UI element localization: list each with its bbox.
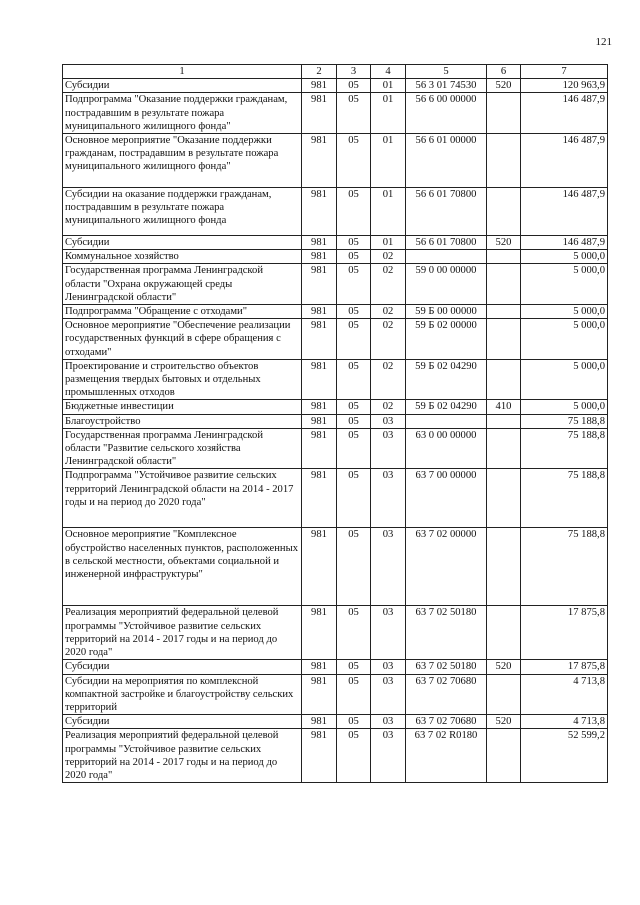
row-col-4: 02 bbox=[371, 305, 406, 319]
row-name: Субсидии на мероприятия по комплексной компактной застройке и благоустройству сельских территорий bbox=[63, 674, 302, 715]
row-col-4: 03 bbox=[371, 715, 406, 729]
column-header: 7 bbox=[521, 65, 608, 79]
budget-table bbox=[62, 64, 608, 783]
column-header: 6 bbox=[487, 65, 521, 79]
row-col-4: 03 bbox=[371, 414, 406, 428]
table-row bbox=[63, 79, 608, 93]
row-name: Реализация мероприятий федеральной целевой программы "Устойчивое развитие сельских территорий на 2014 - 2017 годы и на период до 2020 года" bbox=[63, 729, 302, 783]
row-col-6 bbox=[487, 134, 521, 188]
row-name: Коммунальное хозяйство bbox=[63, 250, 302, 264]
row-col-2: 981 bbox=[302, 93, 337, 134]
row-col-5: 63 7 02 70680 bbox=[406, 674, 487, 715]
row-col-3: 05 bbox=[337, 428, 371, 469]
row-amount: 146 487,9 bbox=[521, 134, 608, 188]
row-col-3: 05 bbox=[337, 606, 371, 660]
row-col-6 bbox=[487, 469, 521, 528]
row-amount: 75 188,8 bbox=[521, 428, 608, 469]
row-col-6 bbox=[487, 606, 521, 660]
column-header: 1 bbox=[63, 65, 302, 79]
row-amount: 75 188,8 bbox=[521, 414, 608, 428]
row-amount: 75 188,8 bbox=[521, 469, 608, 528]
row-col-3: 05 bbox=[337, 660, 371, 674]
row-col-5: 59 Б 02 04290 bbox=[406, 400, 487, 414]
row-name: Субсидии bbox=[63, 236, 302, 250]
row-amount: 5 000,0 bbox=[521, 319, 608, 360]
row-col-4: 03 bbox=[371, 606, 406, 660]
row-name: Субсидии bbox=[63, 715, 302, 729]
table-row bbox=[63, 528, 608, 606]
row-amount: 146 487,9 bbox=[521, 93, 608, 134]
row-col-6 bbox=[487, 414, 521, 428]
table-row bbox=[63, 660, 608, 674]
row-col-3: 05 bbox=[337, 528, 371, 606]
row-name: Субсидии bbox=[63, 660, 302, 674]
table-row bbox=[63, 729, 608, 783]
row-amount: 17 875,8 bbox=[521, 606, 608, 660]
row-col-2: 981 bbox=[302, 428, 337, 469]
row-amount: 17 875,8 bbox=[521, 660, 608, 674]
row-name: Подпрограмма "Обращение с отходами" bbox=[63, 305, 302, 319]
row-col-3: 05 bbox=[337, 319, 371, 360]
row-col-6 bbox=[487, 250, 521, 264]
column-header: 4 bbox=[371, 65, 406, 79]
row-col-2: 981 bbox=[302, 729, 337, 783]
row-col-5: 63 7 02 50180 bbox=[406, 660, 487, 674]
table-row bbox=[63, 400, 608, 414]
row-name: Субсидии на оказание поддержки гражданам, пострадавшим в результате пожара муниципального жилищного фонда bbox=[63, 188, 302, 236]
row-col-3: 05 bbox=[337, 305, 371, 319]
row-col-3: 05 bbox=[337, 236, 371, 250]
row-name: Основное мероприятие "Оказание поддержки гражданам, пострадавшим в результате пожара муниципального жилищного фонда" bbox=[63, 134, 302, 188]
row-col-4: 02 bbox=[371, 264, 406, 305]
row-col-3: 05 bbox=[337, 188, 371, 236]
row-col-3: 05 bbox=[337, 400, 371, 414]
row-col-5: 63 7 02 70680 bbox=[406, 715, 487, 729]
row-col-2: 981 bbox=[302, 134, 337, 188]
row-col-6 bbox=[487, 674, 521, 715]
row-col-5 bbox=[406, 414, 487, 428]
row-col-2: 981 bbox=[302, 715, 337, 729]
table-row bbox=[63, 674, 608, 715]
row-col-2: 981 bbox=[302, 188, 337, 236]
row-col-5 bbox=[406, 250, 487, 264]
row-col-4: 01 bbox=[371, 79, 406, 93]
row-col-6 bbox=[487, 729, 521, 783]
row-col-4: 01 bbox=[371, 236, 406, 250]
row-col-4: 01 bbox=[371, 134, 406, 188]
row-name: Реализация мероприятий федеральной целевой программы "Устойчивое развитие сельских территорий на 2014 - 2017 годы и на период до 2020 года" bbox=[63, 606, 302, 660]
row-amount: 120 963,9 bbox=[521, 79, 608, 93]
row-col-6 bbox=[487, 359, 521, 400]
row-amount: 52 599,2 bbox=[521, 729, 608, 783]
header-row bbox=[63, 65, 608, 79]
row-col-4: 02 bbox=[371, 250, 406, 264]
page-number: 121 bbox=[595, 36, 612, 48]
row-col-5: 59 Б 00 00000 bbox=[406, 305, 487, 319]
row-amount: 5 000,0 bbox=[521, 250, 608, 264]
row-col-6: 410 bbox=[487, 400, 521, 414]
table-row bbox=[63, 134, 608, 188]
row-col-3: 05 bbox=[337, 250, 371, 264]
row-col-5: 59 Б 02 04290 bbox=[406, 359, 487, 400]
row-name: Бюджетные инвестиции bbox=[63, 400, 302, 414]
row-amount: 146 487,9 bbox=[521, 236, 608, 250]
row-col-5: 63 7 02 R0180 bbox=[406, 729, 487, 783]
row-amount: 4 713,8 bbox=[521, 715, 608, 729]
row-col-3: 05 bbox=[337, 414, 371, 428]
row-col-2: 981 bbox=[302, 606, 337, 660]
row-col-6: 520 bbox=[487, 79, 521, 93]
row-col-4: 03 bbox=[371, 428, 406, 469]
table-row bbox=[63, 428, 608, 469]
row-name: Основное мероприятие "Комплексное обустройство населенных пунктов, расположенных в сельской местности, объектами социальной и инженерной инфраструктуры" bbox=[63, 528, 302, 606]
row-col-3: 05 bbox=[337, 674, 371, 715]
row-col-5: 56 3 01 74530 bbox=[406, 79, 487, 93]
row-col-6: 520 bbox=[487, 236, 521, 250]
row-col-5: 63 7 00 00000 bbox=[406, 469, 487, 528]
row-col-2: 981 bbox=[302, 319, 337, 360]
table-body bbox=[63, 79, 608, 783]
row-name: Благоустройство bbox=[63, 414, 302, 428]
table-row bbox=[63, 715, 608, 729]
row-amount: 146 487,9 bbox=[521, 188, 608, 236]
table-row bbox=[63, 188, 608, 236]
row-name: Государственная программа Ленинградской области "Развитие сельского хозяйства Ленинградской области" bbox=[63, 428, 302, 469]
row-name: Подпрограмма "Оказание поддержки гражданам, пострадавшим в результате пожара муниципального жилищного фонда" bbox=[63, 93, 302, 134]
row-col-6 bbox=[487, 188, 521, 236]
table-row bbox=[63, 469, 608, 528]
row-col-2: 981 bbox=[302, 264, 337, 305]
row-amount: 5 000,0 bbox=[521, 400, 608, 414]
table-row bbox=[63, 414, 608, 428]
row-col-3: 05 bbox=[337, 79, 371, 93]
table-row bbox=[63, 93, 608, 134]
row-col-3: 05 bbox=[337, 469, 371, 528]
row-name: Подпрограмма "Устойчивое развитие сельских территорий Ленинградской области на 2014 - 2017 годы и на период до 2020 года" bbox=[63, 469, 302, 528]
row-col-3: 05 bbox=[337, 264, 371, 305]
row-col-4: 03 bbox=[371, 528, 406, 606]
row-col-6 bbox=[487, 93, 521, 134]
row-col-2: 981 bbox=[302, 660, 337, 674]
row-col-2: 981 bbox=[302, 359, 337, 400]
table-row bbox=[63, 264, 608, 305]
row-name: Государственная программа Ленинградской области "Охрана окружающей среды Ленинградской области" bbox=[63, 264, 302, 305]
column-header: 3 bbox=[337, 65, 371, 79]
table-row bbox=[63, 305, 608, 319]
row-col-5: 56 6 00 00000 bbox=[406, 93, 487, 134]
row-col-6 bbox=[487, 428, 521, 469]
row-amount: 5 000,0 bbox=[521, 264, 608, 305]
row-col-4: 03 bbox=[371, 469, 406, 528]
row-col-6 bbox=[487, 305, 521, 319]
row-col-6: 520 bbox=[487, 715, 521, 729]
row-col-5: 56 6 01 70800 bbox=[406, 188, 487, 236]
row-col-2: 981 bbox=[302, 305, 337, 319]
row-col-6: 520 bbox=[487, 660, 521, 674]
row-col-2: 981 bbox=[302, 400, 337, 414]
row-amount: 5 000,0 bbox=[521, 359, 608, 400]
row-col-6 bbox=[487, 528, 521, 606]
row-col-2: 981 bbox=[302, 250, 337, 264]
column-header: 2 bbox=[302, 65, 337, 79]
row-col-3: 05 bbox=[337, 134, 371, 188]
row-col-5: 63 0 00 00000 bbox=[406, 428, 487, 469]
row-name: Субсидии bbox=[63, 79, 302, 93]
row-name: Проектирование и строительство объектов размещения твердых бытовых и отдельных промышленных отходов bbox=[63, 359, 302, 400]
row-col-4: 03 bbox=[371, 729, 406, 783]
row-col-4: 03 bbox=[371, 660, 406, 674]
row-col-5: 63 7 02 00000 bbox=[406, 528, 487, 606]
row-amount: 4 713,8 bbox=[521, 674, 608, 715]
row-col-4: 01 bbox=[371, 188, 406, 236]
table-row bbox=[63, 319, 608, 360]
row-col-2: 981 bbox=[302, 674, 337, 715]
row-col-5: 59 Б 02 00000 bbox=[406, 319, 487, 360]
row-col-3: 05 bbox=[337, 715, 371, 729]
row-col-2: 981 bbox=[302, 79, 337, 93]
row-col-6 bbox=[487, 319, 521, 360]
row-col-5: 56 6 01 70800 bbox=[406, 236, 487, 250]
row-col-4: 01 bbox=[371, 93, 406, 134]
table-row bbox=[63, 236, 608, 250]
row-col-5: 59 0 00 00000 bbox=[406, 264, 487, 305]
row-col-4: 03 bbox=[371, 674, 406, 715]
row-col-4: 02 bbox=[371, 400, 406, 414]
column-header: 5 bbox=[406, 65, 487, 79]
table-row bbox=[63, 250, 608, 264]
row-name: Основное мероприятие "Обеспечение реализации государственных функций в сфере обращения с отходами" bbox=[63, 319, 302, 360]
row-col-2: 981 bbox=[302, 469, 337, 528]
row-amount: 75 188,8 bbox=[521, 528, 608, 606]
row-col-3: 05 bbox=[337, 359, 371, 400]
row-col-5: 56 6 01 00000 bbox=[406, 134, 487, 188]
row-col-4: 02 bbox=[371, 319, 406, 360]
row-col-3: 05 bbox=[337, 93, 371, 134]
row-col-2: 981 bbox=[302, 528, 337, 606]
row-col-4: 02 bbox=[371, 359, 406, 400]
row-col-5: 63 7 02 50180 bbox=[406, 606, 487, 660]
row-col-6 bbox=[487, 264, 521, 305]
row-col-3: 05 bbox=[337, 729, 371, 783]
table-row bbox=[63, 606, 608, 660]
row-col-2: 981 bbox=[302, 414, 337, 428]
row-col-2: 981 bbox=[302, 236, 337, 250]
table-row bbox=[63, 359, 608, 400]
row-amount: 5 000,0 bbox=[521, 305, 608, 319]
